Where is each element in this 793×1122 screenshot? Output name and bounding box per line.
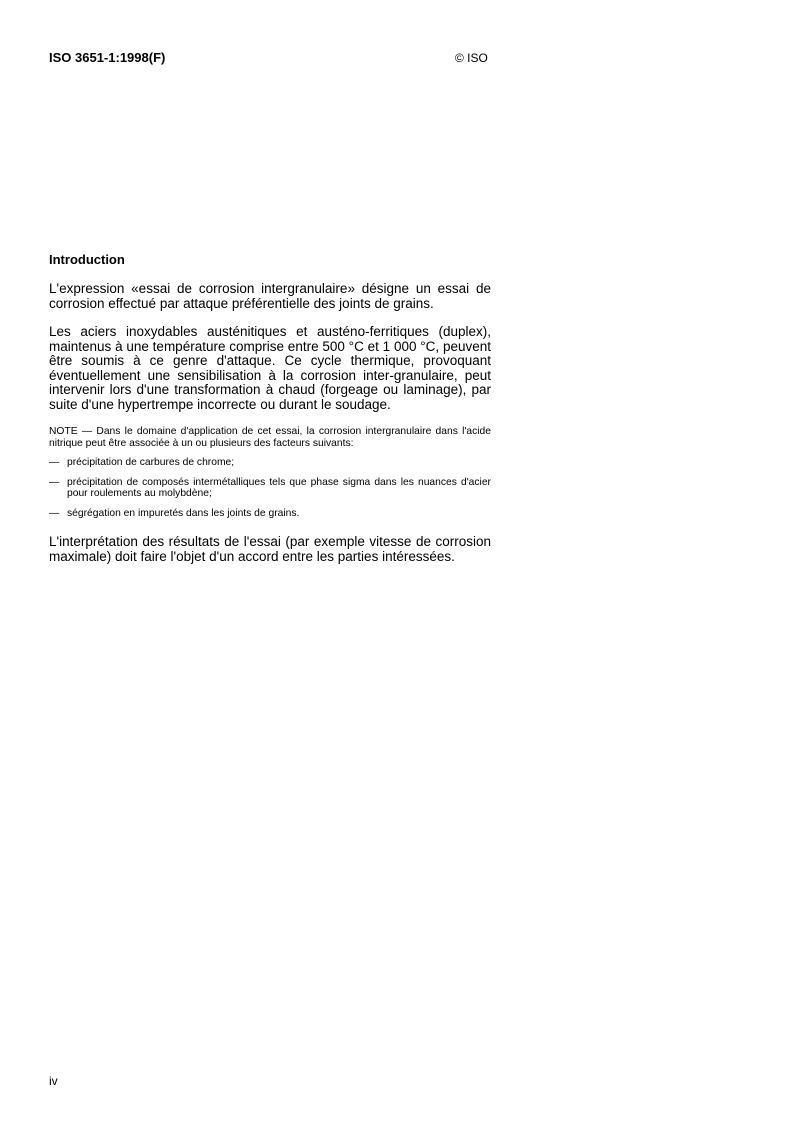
list-item [49,457,491,469]
paragraph-definition: L'expression «essai de corrosion intergranulaire» désigne un essai de corrosion effectué par attaque préférentielle des joints de grains. [49,281,491,311]
paragraph-steels: Les aciers inoxydables austénitiques et austéno-ferritiques (duplex), maintenus à une température comprise entre 500 °C et 1 000 °C, peuvent être soumis à ce genre d'attaque. Ce cycle thermique, provoquant éventuellement une sensibilisation à la corrosion inter-granulaire, peut intervenir lors d'une transformation à chaud (forgeage ou laminage), par suite d'une hypertrempe incorrecte ou durant le soudage. [49,324,491,412]
dash-bullet: — [49,476,60,488]
standard-reference: ISO 3651-1:1998(F) [49,50,166,65]
list-item [49,508,491,520]
dash-bullet: — [49,457,60,468]
list-item-text: précipitation de carbures de chrome; [67,457,235,468]
copyright-label: © ISO [455,51,488,65]
page-number: iv [49,1074,58,1088]
introduction-section [49,252,491,578]
dash-bullet: — [49,507,60,519]
list-item [49,477,491,500]
list-item-text: ségrégation en impuretés dans les joints de grains. [67,507,300,519]
note-paragraph: NOTE — Dans le domaine d'application de cet essai, la corrosion intergranulaire dans l'acide nitrique peut être associée à un ou plusieurs des facteurs suivants: [49,426,491,449]
list-item-text: précipitation de composés intermétalliques tels que phase sigma dans les nuances d'acier pour roulements au molybdène; [67,476,491,499]
section-title: Introduction [49,252,125,267]
paragraph-interpretation: L'interprétation des résultats de l'essai (par exemple vitesse de corrosion maximale) doit faire l'objet d'un accord entre les parties intéressées. [49,534,491,564]
